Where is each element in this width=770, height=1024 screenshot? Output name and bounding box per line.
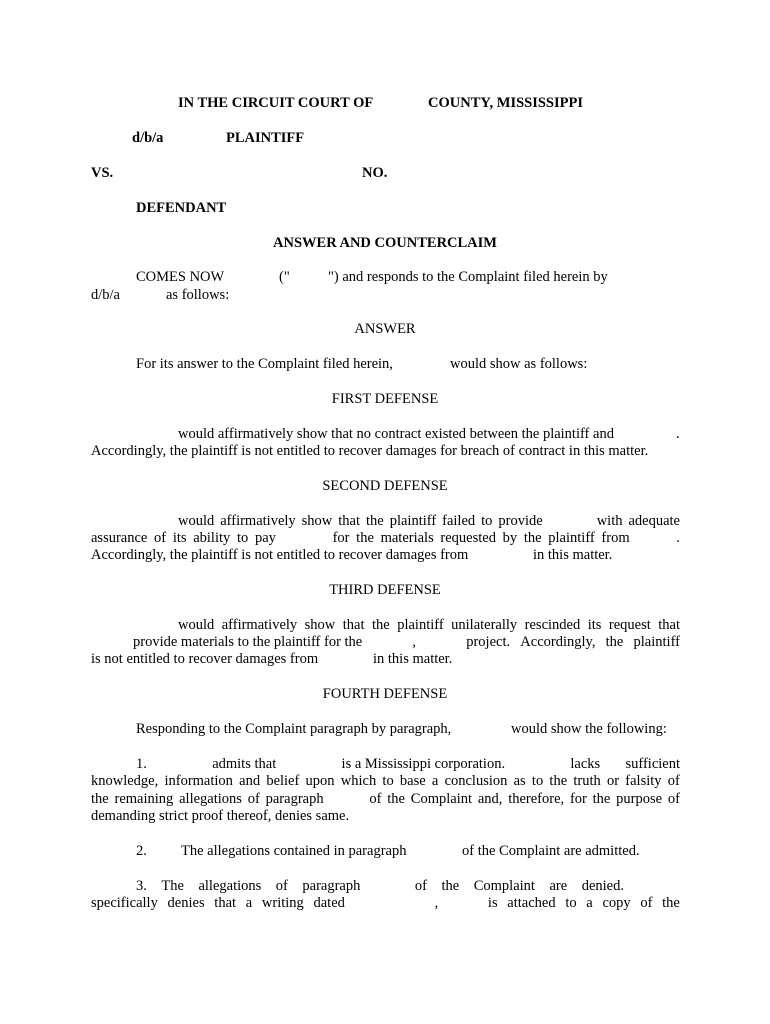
intro-dba: d/b/a (91, 287, 120, 303)
court-caption-left: IN THE CIRCUIT COURT OF (178, 95, 374, 111)
para2-number: 2. (136, 843, 147, 859)
para2-text-b: of the Complaint are admitted. (462, 843, 640, 859)
second-defense-line2: assurance of its ability to pay for the materials requested by the plaintiff from . (91, 530, 680, 546)
plaintiff-dba: d/b/a (132, 130, 164, 146)
fourth-defense-heading: FOURTH DEFENSE (322, 686, 448, 702)
para1-line2: knowledge, information and belief upon which to base a conclusion as to the truth or falsity of (91, 773, 680, 789)
intro-responds: ") and responds to the Complaint filed herein by (328, 269, 608, 285)
third-defense-line2: provide materials to the plaintiff for the , project. Accordingly, the plaintiff (133, 634, 680, 650)
first-defense-heading: FIRST DEFENSE (331, 391, 439, 407)
first-defense-period: . (676, 426, 680, 442)
intro-as-follows: as follows: (166, 287, 230, 303)
para3-line2: specifically denies that a writing dated , is attached to a copy of the (91, 895, 680, 911)
para1-line4: demanding strict proof thereof, denies same. (91, 808, 350, 824)
para1-line3: the remaining allegations of paragraph of the Complaint and, therefore, for the purpose of (91, 791, 680, 807)
court-caption-right: COUNTY, MISSISSIPPI (428, 95, 583, 111)
first-defense-line2: Accordingly, the plaintiff is not entitled to recover damages for breach of contract in this matter. (91, 443, 649, 459)
intro-quote-open: (" (279, 269, 290, 285)
second-defense-line1: would affirmatively show that the plaintiff failed to provide with adequate (178, 513, 680, 529)
versus-label: VS. (91, 165, 114, 181)
third-defense-line3a: is not entitled to recover damages from (91, 651, 319, 667)
intro-comes-now: COMES NOW (136, 269, 225, 285)
fourth-defense-intro-a: Responding to the Complaint paragraph by paragraph, (136, 721, 452, 737)
answer-text-a: For its answer to the Complaint filed herein, (136, 356, 393, 372)
second-defense-heading: SECOND DEFENSE (322, 478, 448, 494)
third-defense-line1: would affirmatively show that the plaintiff unilaterally rescinded its request that (178, 617, 680, 633)
answer-heading: ANSWER (354, 321, 416, 337)
para1-line1: 1. admits that is a Mississippi corporation. lacks sufficient (136, 756, 680, 772)
second-defense-line3b: in this matter. (533, 547, 613, 563)
fourth-defense-intro-b: would show the following: (511, 721, 667, 737)
para3-line1: 3. The allegations of paragraph of the Complaint are denied. (136, 878, 624, 894)
document-title: ANSWER AND COUNTERCLAIM (273, 235, 497, 251)
second-defense-line3a: Accordingly, the plaintiff is not entitled to recover damages from (91, 547, 469, 563)
first-defense-line1: would affirmatively show that no contract existed between the plaintiff and (178, 426, 614, 442)
para2-text-a: The allegations contained in paragraph (181, 843, 407, 859)
third-defense-heading: THIRD DEFENSE (329, 582, 441, 598)
defendant-label: DEFENDANT (136, 200, 227, 216)
answer-text-b: would show as follows: (450, 356, 588, 372)
case-number-label: NO. (362, 165, 388, 181)
third-defense-line3b: in this matter. (373, 651, 453, 667)
plaintiff-label: PLAINTIFF (226, 130, 305, 146)
